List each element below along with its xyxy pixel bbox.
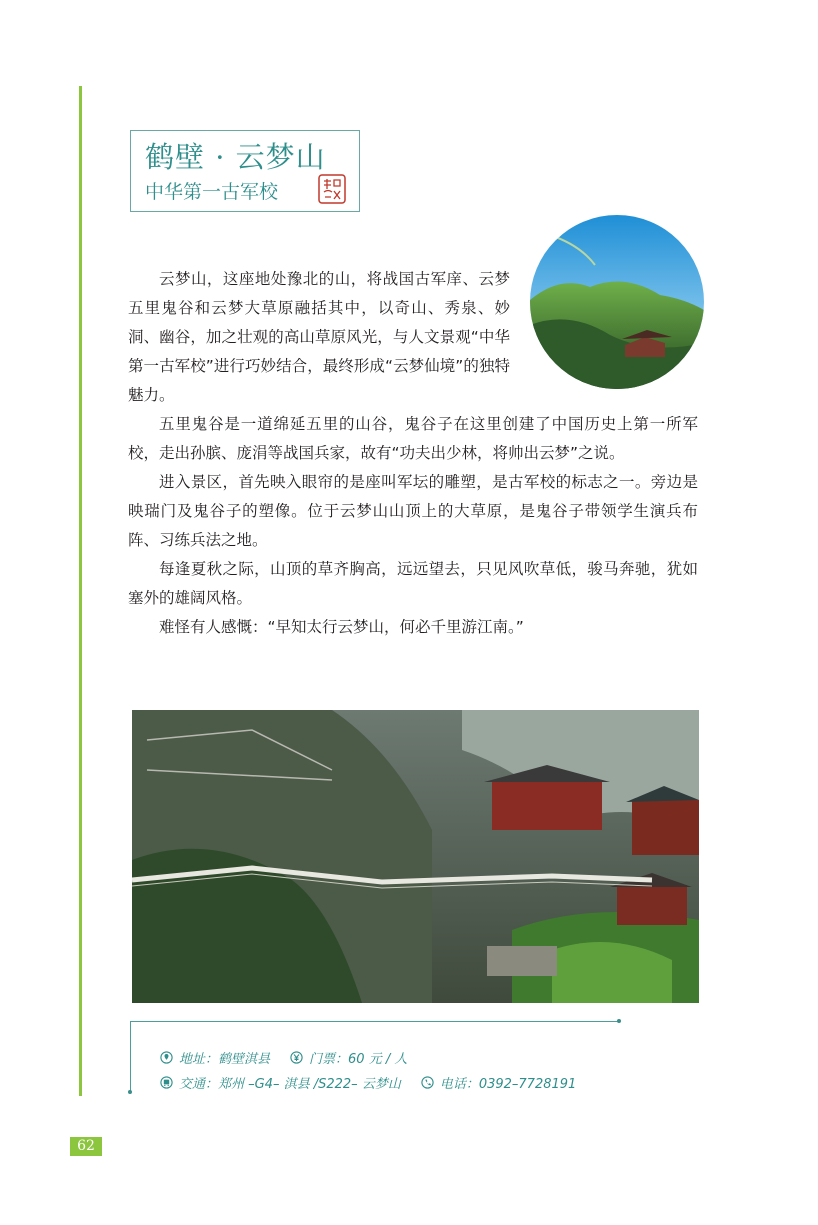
paragraph-intro: 云梦山，这座地处豫北的山，将战国古军庠、云梦五里鬼谷和云梦大草原融括其中，以奇山、秀泉、妙洞、幽谷，加之壮观的高山草原风光，与人文景观“中华第一古军校”进行巧妙结合，最终形成“云梦仙境”的独特魅力。 bbox=[128, 270, 510, 404]
bus-icon bbox=[160, 1076, 173, 1089]
address-text: 地址：鹤壁淇县 bbox=[179, 1052, 271, 1067]
phone-icon bbox=[421, 1076, 434, 1089]
page-subtitle: 中华第一古军校 bbox=[145, 181, 279, 203]
location-icon bbox=[160, 1051, 173, 1064]
info-row-transport-phone bbox=[160, 1073, 576, 1092]
paragraph-quote: 难怪有人感慨：“早知太行云梦山，何必千里游江南。” bbox=[159, 618, 524, 636]
paragraph-grassland: 每逢夏秋之际，山顶的草齐胸高，远远望去，只见风吹草低，骏马奔驰，犹如塞外的雄阔风格。 bbox=[128, 560, 698, 607]
article-body bbox=[128, 265, 698, 642]
info-divider-top bbox=[130, 1021, 620, 1022]
scenic-area-photo bbox=[132, 710, 699, 1003]
transport-text: 交通：郑州 –G4– 淇县 /S222– 云梦山 bbox=[179, 1077, 401, 1092]
yuan-icon bbox=[290, 1051, 303, 1064]
seal-stamp-icon bbox=[317, 173, 347, 205]
paragraph-scenic-area: 进入景区，首先映入眼帘的是座叫军坛的雕塑，是古军校的标志之一。旁边是映瑞门及鬼谷子的塑像。位于云梦山山顶上的大草原，是鬼谷子带领学生演兵布阵、习练兵法之地。 bbox=[128, 473, 698, 549]
phone-text: 电话：0392–7728191 bbox=[439, 1077, 577, 1092]
ticket-text: 门票：60 元 / 人 bbox=[309, 1052, 408, 1067]
title-box bbox=[130, 130, 360, 212]
paragraph-guigu: 五里鬼谷是一道绵延五里的山谷，鬼谷子在这里创建了中国历史上第一所军校，走出孙膑、庞涓等战国兵家，故有“功夫出少林，将帅出云梦”之说。 bbox=[128, 415, 698, 462]
divider-dot bbox=[128, 1090, 132, 1094]
page-number: 62 bbox=[70, 1137, 102, 1156]
info-row-address-ticket bbox=[160, 1048, 407, 1067]
divider-dot bbox=[617, 1019, 621, 1023]
page-title: 鹤壁 · 云梦山 bbox=[145, 140, 326, 174]
info-divider-left bbox=[130, 1021, 131, 1093]
side-accent-bar bbox=[79, 86, 82, 1096]
